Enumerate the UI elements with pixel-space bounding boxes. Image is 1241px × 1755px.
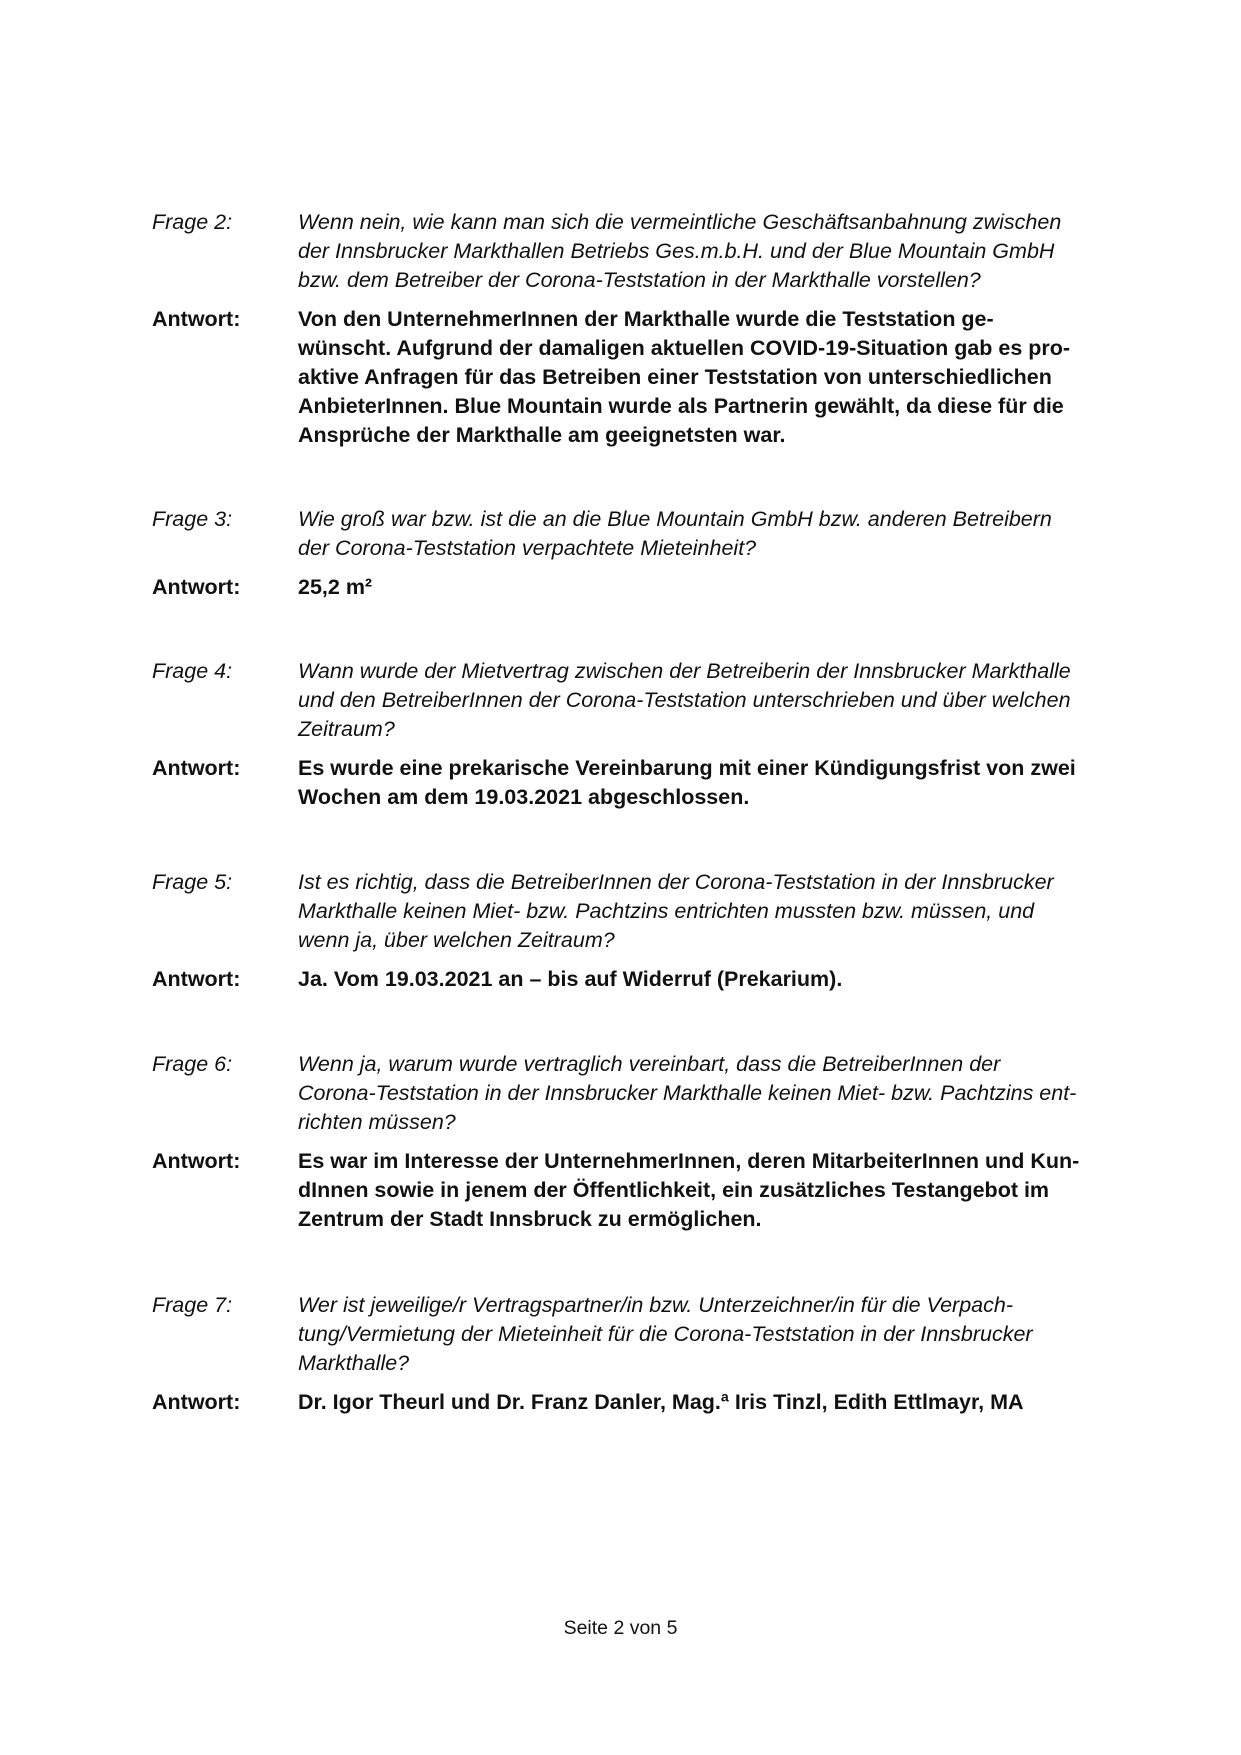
answer-label: Antwort: bbox=[152, 967, 241, 991]
answer-line: Wochen am dem 19.03.2021 abgeschlossen. bbox=[298, 785, 750, 809]
answer-text bbox=[298, 754, 1132, 812]
answer-label: Antwort: bbox=[152, 307, 241, 331]
answer-line: Es war im Interesse der UnternehmerInnen, deren MitarbeiterInnen und Kun- bbox=[298, 1149, 1080, 1173]
page-number-footer: Seite 2 von 5 bbox=[563, 1617, 678, 1639]
question-text bbox=[298, 208, 1132, 295]
question-line: Wann wurde der Mietvertrag zwischen der Betreiberin der Innsbrucker Markthalle bbox=[298, 659, 1071, 683]
answer-row bbox=[152, 754, 1132, 812]
question-line: bzw. dem Betreiber der Corona-Teststation in der Markthalle vorstellen? bbox=[298, 268, 981, 292]
answer-line: Von den UnternehmerInnen der Markthalle wurde die Teststation ge- bbox=[298, 307, 994, 331]
question-line: der Innsbrucker Markthallen Betriebs Ges.m.b.H. und der Blue Mountain GmbH bbox=[298, 239, 1055, 263]
question-label: Frage 2: bbox=[152, 210, 233, 234]
question-line: wenn ja, über welchen Zeitraum? bbox=[298, 928, 615, 952]
question-row bbox=[152, 657, 1132, 744]
qa-block-frage-2 bbox=[152, 208, 1132, 450]
answer-line: 25,2 m² bbox=[298, 575, 373, 599]
answer-line: AnbieterInnen. Blue Mountain wurde als Partnerin gewählt, da diese für die bbox=[298, 394, 1064, 418]
qa-block-frage-4 bbox=[152, 657, 1132, 812]
question-line: Wenn ja, warum wurde vertraglich vereinbart, dass die BetreiberInnen der bbox=[298, 1052, 1001, 1076]
question-label: Frage 7: bbox=[152, 1293, 233, 1317]
qa-block-frage-7 bbox=[152, 1291, 1132, 1417]
question-text bbox=[298, 868, 1132, 955]
question-line: und den BetreiberInnen der Corona-Teststation unterschrieben und über welchen bbox=[298, 688, 1071, 712]
answer-line: aktive Anfragen für das Betreiben einer Teststation von unterschiedlichen bbox=[298, 365, 1052, 389]
answer-line: Ansprüche der Markthalle am geeignetsten war. bbox=[298, 423, 786, 447]
question-label: Frage 3: bbox=[152, 507, 233, 531]
question-line: der Corona-Teststation verpachtete Mieteinheit? bbox=[298, 536, 757, 560]
answer-line: Ja. Vom 19.03.2021 an – bis auf Widerruf (Prekarium). bbox=[298, 967, 843, 991]
question-line: Ist es richtig, dass die BetreiberInnen der Corona-Teststation in der Innsbrucker bbox=[298, 870, 1054, 894]
qa-block-frage-3 bbox=[152, 505, 1132, 602]
question-line: Markthalle keinen Miet- bzw. Pachtzins entrichten mussten bzw. müssen, und bbox=[298, 899, 1035, 923]
question-label: Frage 5: bbox=[152, 870, 233, 894]
answer-line: Dr. Igor Theurl und Dr. Franz Danler, Mag.ª Iris Tinzl, Edith Ettlmayr, MA bbox=[298, 1390, 1024, 1414]
question-row bbox=[152, 208, 1132, 295]
question-text bbox=[298, 657, 1132, 744]
answer-row bbox=[152, 1147, 1132, 1234]
question-row bbox=[152, 1291, 1132, 1378]
answer-row bbox=[152, 573, 1132, 602]
answer-text bbox=[298, 1147, 1132, 1234]
question-text bbox=[298, 505, 1132, 563]
question-line: Wenn nein, wie kann man sich die vermeintliche Geschäftsanbahnung zwischen bbox=[298, 210, 1062, 234]
answer-text bbox=[298, 965, 1132, 994]
question-line: Markthalle? bbox=[298, 1351, 410, 1375]
question-label: Frage 6: bbox=[152, 1052, 233, 1076]
answer-label: Antwort: bbox=[152, 1390, 241, 1414]
answer-label: Antwort: bbox=[152, 575, 241, 599]
question-row bbox=[152, 1050, 1132, 1137]
question-line: richten müssen? bbox=[298, 1110, 456, 1134]
answer-line: Es wurde eine prekarische Vereinbarung mit einer Kündigungsfrist von zwei bbox=[298, 756, 1076, 780]
answer-text bbox=[298, 1388, 1132, 1417]
qa-block-frage-6 bbox=[152, 1050, 1132, 1234]
question-line: Wer ist jeweilige/r Vertragspartner/in bzw. Unterzeichner/in für die Verpach- bbox=[298, 1293, 1013, 1317]
answer-row bbox=[152, 305, 1132, 450]
answer-line: wünscht. Aufgrund der damaligen aktuellen COVID-19-Situation gab es pro- bbox=[298, 336, 1071, 360]
question-text bbox=[298, 1291, 1132, 1378]
answer-row bbox=[152, 1388, 1132, 1417]
question-row bbox=[152, 868, 1132, 955]
answer-line: Zentrum der Stadt Innsbruck zu ermöglichen. bbox=[298, 1207, 762, 1231]
answer-row bbox=[152, 965, 1132, 994]
question-line: tung/Vermietung der Mieteinheit für die Corona-Teststation in der Innsbrucker bbox=[298, 1322, 1033, 1346]
question-line: Wie groß war bzw. ist die an die Blue Mountain GmbH bzw. anderen Betreibern bbox=[298, 507, 1052, 531]
answer-line: dInnen sowie in jenem der Öffentlichkeit, ein zusätzliches Testangebot im bbox=[298, 1178, 1050, 1202]
qa-block-frage-5 bbox=[152, 868, 1132, 994]
question-text bbox=[298, 1050, 1132, 1137]
answer-label: Antwort: bbox=[152, 756, 241, 780]
question-label: Frage 4: bbox=[152, 659, 233, 683]
question-row bbox=[152, 505, 1132, 563]
answer-label: Antwort: bbox=[152, 1149, 241, 1173]
answer-text bbox=[298, 305, 1132, 450]
question-line: Corona-Teststation in der Innsbrucker Markthalle keinen Miet- bzw. Pachtzins ent- bbox=[298, 1081, 1077, 1105]
answer-text bbox=[298, 573, 1132, 602]
question-line: Zeitraum? bbox=[298, 717, 395, 741]
